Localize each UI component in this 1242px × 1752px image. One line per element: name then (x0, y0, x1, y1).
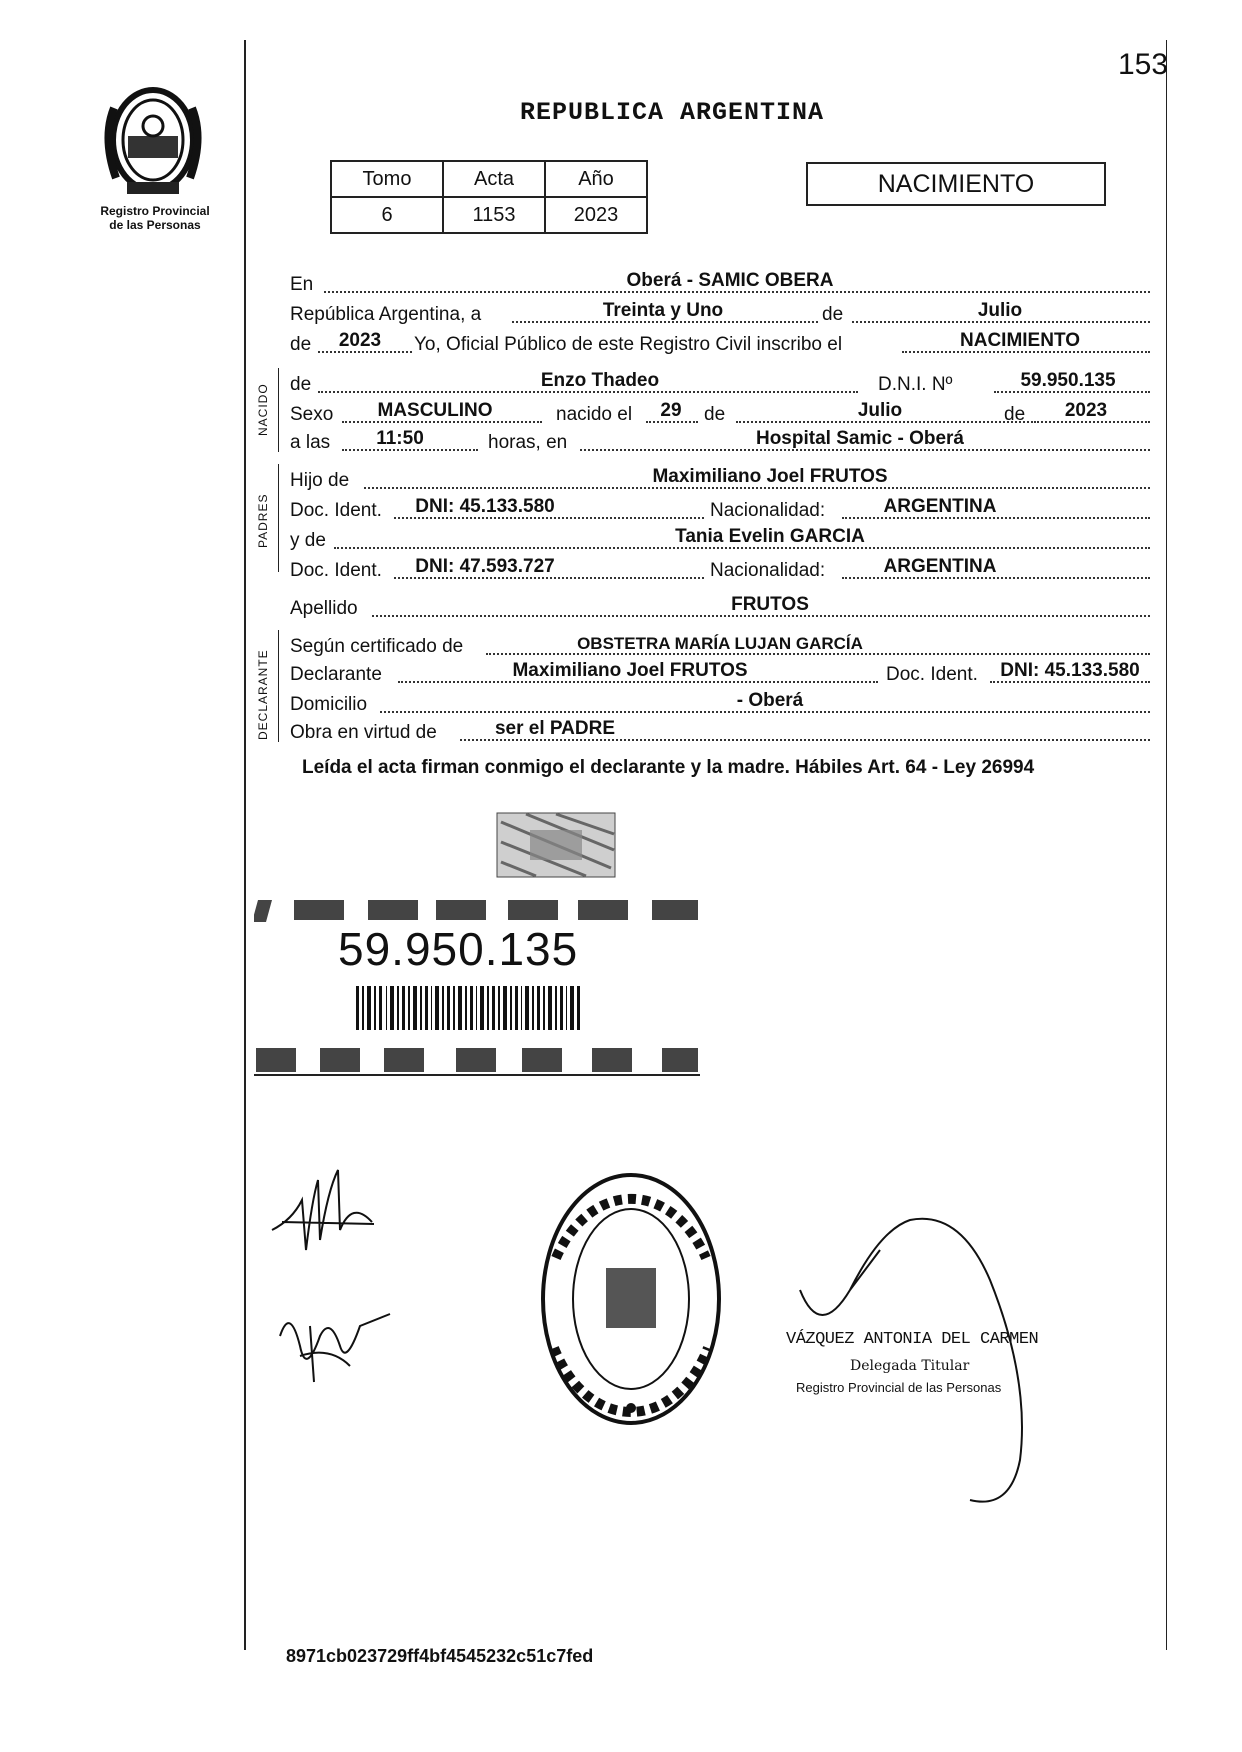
document-title: REPUBLICA ARGENTINA (520, 98, 825, 127)
label-doc-ident3: Doc. Ident. (886, 664, 978, 685)
label-de-month: de (704, 404, 726, 425)
value-mother: Tania Evelin GARCIA (675, 526, 865, 547)
value-year: 2023 (338, 330, 382, 351)
value-mother-nat: ARGENTINA (883, 556, 997, 577)
value-month: Julio (977, 300, 1023, 321)
value-surname: FRUTOS (731, 594, 809, 615)
province-emblem-icon (92, 78, 214, 200)
value-address: - Oberá (736, 690, 804, 711)
value-day-words: Treinta y Uno (602, 300, 724, 321)
page-number: 153 (1118, 48, 1169, 81)
book-header-anio: Año (545, 161, 647, 197)
official-office: Registro Provincial de las Personas (796, 1380, 1002, 1395)
book-header-acta: Acta (443, 161, 545, 197)
book-value-anio: 2023 (545, 197, 647, 233)
margin-line-left (244, 40, 246, 1650)
field-row-father-doc (290, 494, 1150, 524)
section-divider-padres (278, 464, 279, 572)
issuer-label: Registro Provincial de las Personas (100, 204, 210, 232)
label-en: En (290, 274, 314, 295)
signature-mother (270, 1296, 400, 1386)
label-segun: Según certificado de (290, 636, 464, 657)
label-sexo: Sexo (290, 404, 334, 425)
section-divider-nacido (278, 368, 279, 452)
label-de-year2: de (1004, 404, 1026, 425)
label-y-de: y de (290, 530, 326, 551)
section-label-nacido: NACIDO (256, 383, 270, 436)
section-divider-declarante (278, 630, 279, 742)
value-declarant-doc: DNI: 45.133.580 (1000, 660, 1140, 681)
book-table-header (331, 161, 647, 197)
label-nacionalidad2: Nacionalidad: (710, 560, 826, 581)
label-de-name: de (290, 374, 312, 395)
barcode-icon (356, 986, 582, 1030)
label-yo: Yo, Oficial Público de este Registro Civil inscribo el (414, 334, 843, 355)
value-father: Maximiliano Joel FRUTOS (652, 466, 888, 487)
official-seal (536, 1168, 726, 1430)
label-dni: D.N.I. Nº (878, 374, 953, 395)
security-strip-top (254, 898, 700, 924)
margin-line-right (1166, 40, 1167, 1650)
field-row-mother-doc (290, 554, 1150, 584)
value-birth-place: Hospital Samic - Oberá (755, 428, 964, 449)
value-birth-year: 2023 (1064, 400, 1108, 421)
label-hijo-de: Hijo de (290, 470, 350, 491)
field-row-declarant (290, 658, 1150, 688)
field-row-place (290, 268, 1150, 298)
field-row-address (290, 688, 1150, 718)
label-doc-ident: Doc. Ident. (290, 500, 382, 521)
book-header-tomo: Tomo (331, 161, 443, 197)
value-father-nat: ARGENTINA (883, 496, 997, 517)
field-row-birth (290, 398, 1150, 428)
value-birth-time: 11:50 (376, 428, 424, 449)
book-value-acta: 1153 (443, 197, 545, 233)
id-number: 59.950.135 (338, 923, 579, 975)
label-de: de (822, 304, 844, 325)
security-hologram-icon (496, 812, 616, 878)
field-row-mother (290, 524, 1150, 554)
value-mother-doc: DNI: 47.593.727 (415, 556, 555, 577)
section-label-declarante: DECLARANTE (256, 649, 270, 740)
document-hash: 8971cb023729ff4bf4545232c51c7fed (286, 1646, 594, 1666)
signature-declarant (262, 1160, 382, 1260)
label-de-year: de (290, 334, 312, 355)
value-child-dni: 59.950.135 (1020, 370, 1116, 391)
value-birth-day: 29 (660, 400, 682, 421)
book-value-tomo: 6 (331, 197, 443, 233)
label-domicilio: Domicilio (290, 694, 368, 715)
value-place: Oberá - SAMIC OBERA (626, 270, 834, 291)
value-father-doc: DNI: 45.133.580 (415, 496, 555, 517)
official-name: VÁZQUEZ ANTONIA DEL CARMEN (786, 1330, 1039, 1349)
value-birth-month: Julio (857, 400, 903, 421)
book-table-values (331, 197, 647, 233)
label-apellido: Apellido (290, 598, 358, 619)
field-row-year (290, 328, 1150, 358)
value-sex: MASCULINO (377, 400, 493, 421)
field-row-reason (290, 716, 1150, 746)
label-nacido-el: nacido el (556, 404, 633, 425)
field-row-certificate (290, 630, 1150, 660)
value-reason: ser el PADRE (494, 718, 616, 739)
value-act: NACIMIENTO (960, 330, 1080, 351)
section-label-padres: PADRES (256, 493, 270, 548)
value-declarant: Maximiliano Joel FRUTOS (512, 660, 748, 681)
label-a-las: a las (290, 432, 331, 453)
security-strip-bottom (254, 1046, 700, 1076)
record-type-box: NACIMIENTO (806, 162, 1106, 206)
value-child-name: Enzo Thadeo (540, 370, 660, 391)
field-row-child (290, 368, 1150, 398)
official-role: Delegada Titular (850, 1358, 970, 1374)
label-horas-en: horas, en (488, 432, 568, 453)
label-obra: Obra en virtud de (290, 722, 437, 743)
book-table (330, 160, 648, 234)
field-row-father (290, 464, 1150, 494)
label-republica: República Argentina, a (290, 304, 482, 325)
closing-note: Leída el acta firman conmigo el declarante y la madre. Hábiles Art. 64 - Ley 26994 (302, 757, 1035, 778)
field-row-time (290, 426, 1150, 456)
label-nacionalidad: Nacionalidad: (710, 500, 826, 521)
field-row-surname (290, 592, 1150, 622)
label-declarante: Declarante (290, 664, 382, 685)
value-certificate: OBSTETRA MARÍA LUJAN GARCÍA (577, 634, 863, 653)
field-row-date (290, 298, 1150, 328)
label-doc-ident2: Doc. Ident. (290, 560, 382, 581)
